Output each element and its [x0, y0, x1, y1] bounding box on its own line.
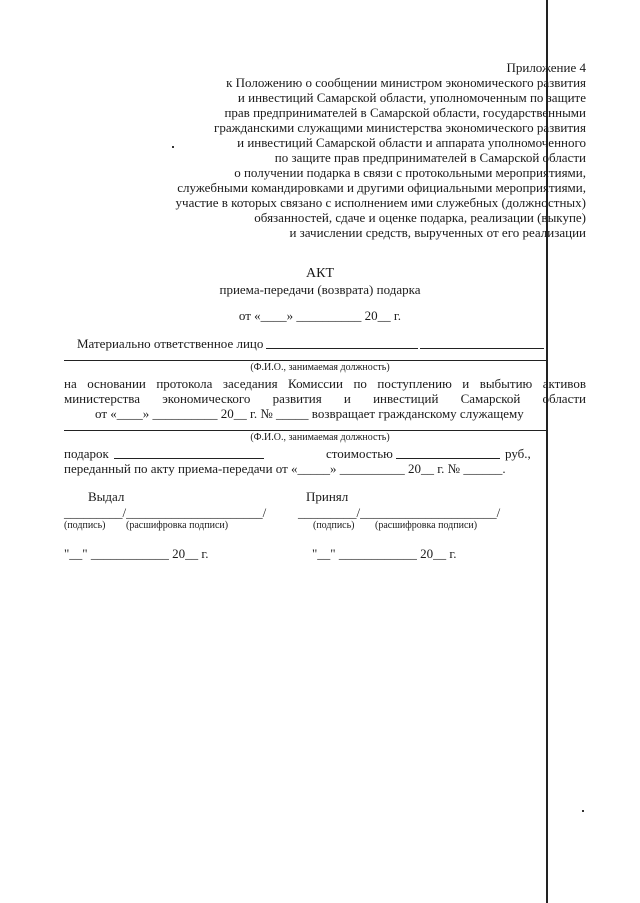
ministry-line — [64, 391, 586, 406]
issued-sign-caption: (подпись) — [64, 520, 106, 531]
word: министерства — [64, 391, 141, 406]
responsible-label: Материально ответственное лицо — [77, 336, 264, 351]
received-sign-line: _________/_____________________/ — [298, 505, 501, 520]
gift-label: подарок — [64, 446, 109, 461]
word: Самарской — [460, 391, 521, 406]
gift-cost-label: стоимостью — [326, 446, 393, 461]
issued-date: "__" ____________ 20__ г. — [64, 546, 209, 561]
fio-caption: (Ф.И.О., занимаемая должность) — [250, 362, 390, 373]
transferred-line: переданный по акту приема-передачи от «_____» __________ 20__ г. № ______. — [64, 461, 506, 476]
header-line: и зачислении средств, вырученных от его реализации — [289, 225, 586, 240]
word: протокола — [156, 376, 213, 391]
act-subtitle: приема-передачи (возврата) подарка — [219, 282, 421, 297]
word: поступлению — [377, 376, 452, 391]
word: развития — [272, 391, 322, 406]
received-sign-caption: (подпись) — [313, 520, 355, 531]
appendix-number: Приложение 4 — [506, 60, 586, 75]
word: инвестиций — [373, 391, 439, 406]
word: Комиссии — [288, 376, 343, 391]
issued-sign-line: _________/_____________________/ — [64, 505, 267, 520]
word: и — [462, 376, 470, 391]
received-label: Принял — [306, 489, 349, 504]
header-line: участие в которых связано с исполнением ими служебных (должностных) — [175, 195, 586, 210]
issued-decode-caption: (расшифровка подписи) — [126, 520, 229, 531]
issued-label: Выдал — [88, 489, 125, 504]
returns-line: от «____» __________ 20__ г. № _____ возвращает гражданскому служащему — [95, 406, 524, 421]
word: и — [343, 391, 351, 406]
word: активов — [542, 376, 586, 391]
word: экономического — [162, 391, 251, 406]
header-line: к Положению о сообщении министром экономического развития — [226, 75, 586, 90]
header-line: обязанностей, сдаче и оценке подарка, реализации (выкупе) — [254, 210, 586, 225]
responsible-blank — [420, 348, 544, 349]
word: на — [64, 376, 77, 391]
fio-line — [64, 430, 546, 431]
received-decode-caption: (расшифровка подписи) — [375, 520, 478, 531]
received-date: "__" ____________ 20__ г. — [312, 546, 457, 561]
basis-line — [64, 376, 586, 391]
stray-mark — [172, 146, 174, 148]
act-date: от «____» __________ 20__ г. — [238, 308, 402, 323]
word: основании — [87, 376, 146, 391]
header-line: и инвестиций Самарской области, уполномоченным по защите — [237, 90, 586, 105]
word: области — [542, 391, 586, 406]
fio-line — [64, 360, 546, 361]
header-line: и инвестиций Самарской области и аппарата уполномоченного — [237, 135, 586, 150]
header-line: о получении подарка в связи с протокольными мероприятиями, — [234, 165, 586, 180]
header-line: служебными командировками и другими официальными мероприятиями, — [177, 180, 586, 195]
responsible-blank — [266, 348, 418, 349]
word: по — [353, 376, 367, 391]
gift-cost-blank — [396, 458, 500, 459]
gift-blank — [114, 458, 264, 459]
gift-currency: руб., — [505, 446, 531, 461]
fio-caption: (Ф.И.О., занимаемая должность) — [250, 432, 390, 443]
header-line: гражданскими служащими министерства экономического развития — [214, 120, 586, 135]
header-line: прав предпринимателей в Самарской области, государственными — [224, 105, 586, 120]
header-line: по защите прав предпринимателей в Самарской области — [274, 150, 586, 165]
act-title: АКТ — [306, 266, 334, 281]
word: заседания — [222, 376, 278, 391]
word: выбытию — [479, 376, 533, 391]
stray-mark — [582, 810, 584, 812]
